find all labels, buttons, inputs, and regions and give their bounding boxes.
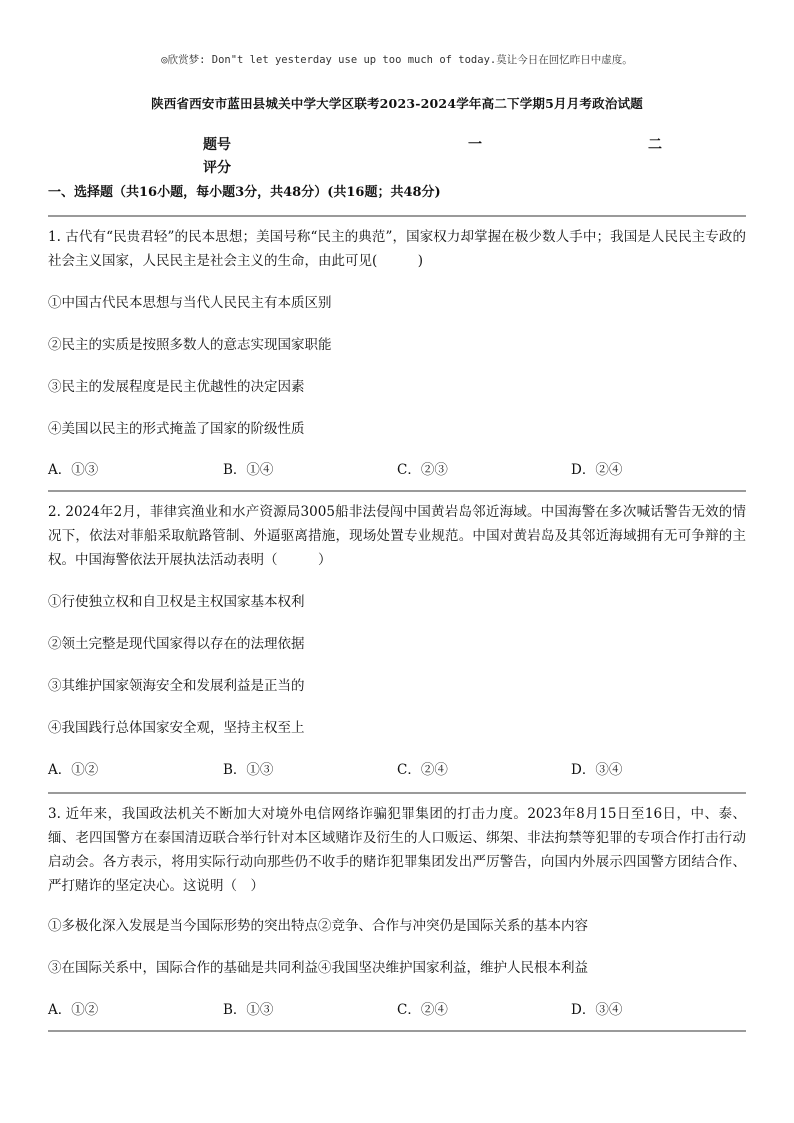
answer-choice-d[interactable]: D．③④	[571, 1002, 623, 1018]
header-banner: ◎欣赏梦: Don"t let yesterday use up too much of today.莫让今日在回忆昨日中虚度。	[161, 54, 633, 66]
divider	[48, 490, 746, 492]
page-title: 陕西省西安市蓝田县城关中学大学区联考2023-2024学年高二下学期5月月考政治试题	[151, 96, 643, 111]
question-1	[48, 225, 746, 480]
answer-choice-b[interactable]: B．①④	[223, 462, 274, 478]
answer-choice-c[interactable]: C．②④	[397, 762, 448, 778]
answer-choice-a[interactable]: A．①②	[48, 762, 99, 778]
question-stem: 2. 2024年2月，菲律宾渔业和水产资源局3005船非法侵闯中国黄岩岛邻近海域。中国海警在多次喊话警告无效的情况下，依法对菲船采取航路管制、外逼驱离措施，现场处置专业规范。中国对黄岩岛及其邻近海域拥有无可争辩的主权。中国海警依法开展执法活动表明（ ）	[48, 504, 746, 568]
divider	[48, 215, 746, 217]
score-row-label-grade: 评分	[203, 160, 231, 176]
section-header: 一、选择题（共16小题，每小题3分，共48分）(共16题；共48分)	[48, 185, 441, 200]
question-option: ②领土完整是现代国家得以存在的法理依据	[48, 636, 305, 652]
question-option: ④美国以民主的形式掩盖了国家的阶级性质	[48, 421, 305, 437]
score-table	[0, 132, 794, 178]
question-option: ③在国际关系中，国际合作的基础是共同利益④我国坚决维护国家利益，维护人民根本利益	[48, 960, 588, 976]
answer-choice-b[interactable]: B．①③	[223, 1002, 274, 1018]
divider	[48, 1030, 746, 1032]
score-col-2: 二	[648, 137, 662, 153]
question-option: ③其维护国家领海安全和发展利益是正当的	[48, 678, 305, 694]
score-row-label-number: 题号	[203, 137, 231, 153]
divider	[48, 792, 746, 794]
question-option: ①行使独立权和自卫权是主权国家基本权利	[48, 594, 305, 610]
answer-choice-a[interactable]: A．①③	[48, 462, 99, 478]
answer-choice-a[interactable]: A．①②	[48, 1002, 99, 1018]
question-stem: 3. 近年来，我国政法机关不断加大对境外电信网络诈骗犯罪集团的打击力度。2023年8月15日至16日，中、泰、缅、老四国警方在泰国清迈联合举行针对本区域赌诈及衍生的人口贩运、绑架、非法拘禁等犯罪的专项合作打击行动启动会。各方表示，将用实际行动向那些仍不收手的赌诈犯罪集团发出严厉警告，向国内外展示四国警方团结合作、严打赌诈的坚定决心。这说明（ ）	[48, 806, 746, 894]
score-col-1: 一	[468, 137, 482, 153]
answer-choice-c[interactable]: C．②③	[397, 462, 448, 478]
question-option: ①中国古代民本思想与当代人民民主有本质区别	[48, 295, 332, 311]
answer-choice-c[interactable]: C．②④	[397, 1002, 448, 1018]
question-option: ④我国践行总体国家安全观，坚持主权至上	[48, 720, 305, 736]
answer-choice-b[interactable]: B．①③	[223, 762, 274, 778]
answer-choice-d[interactable]: D．③④	[571, 762, 623, 778]
answer-choice-d[interactable]: D．②④	[571, 462, 623, 478]
question-option: ③民主的发展程度是民主优越性的决定因素	[48, 379, 305, 395]
question-option: ②民主的实质是按照多数人的意志实现国家职能	[48, 337, 332, 353]
question-3	[48, 802, 746, 1022]
question-2	[48, 500, 746, 782]
question-stem: 1. 古代有“民贵君轻”的民本思想；美国号称“民主的典范”，国家权力却掌握在极少数人手中；我国是人民民主专政的社会主义国家，人民民主是社会主义的生命，由此可见( )	[48, 229, 746, 269]
question-option: ①多极化深入发展是当今国际形势的突出特点②竞争、合作与冲突仍是国际关系的基本内容	[48, 918, 588, 934]
